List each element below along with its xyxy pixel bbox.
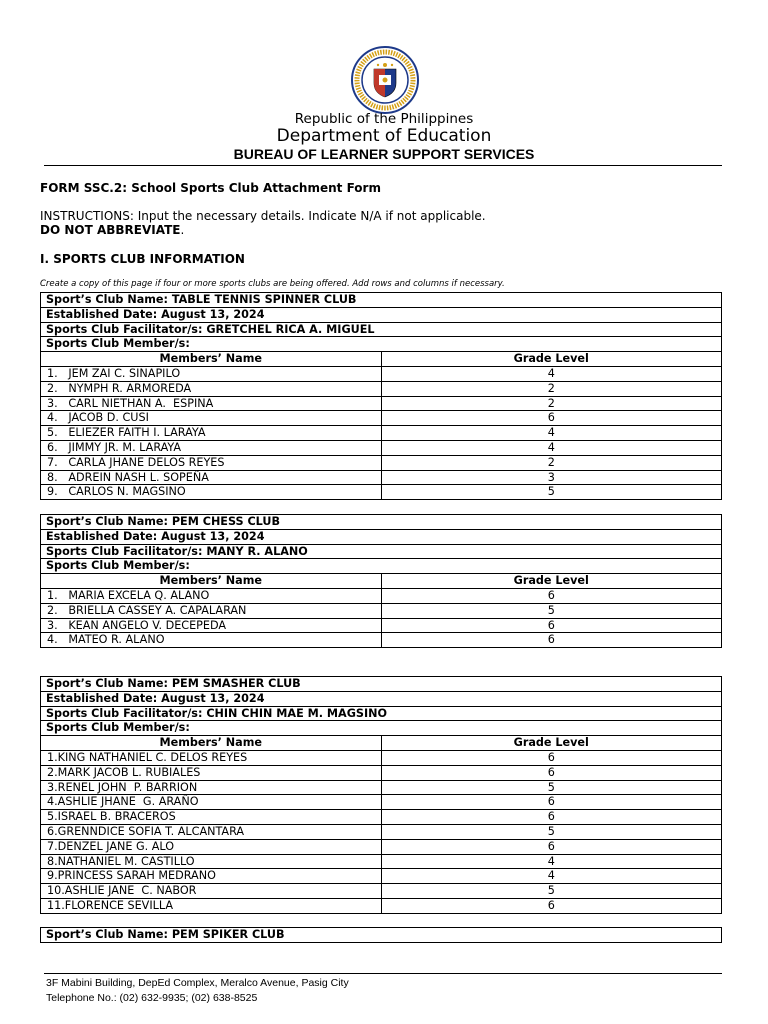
- member-name: 2. BRIELLA CASSEY A. CAPALARAN: [41, 603, 382, 618]
- member-name: 3. KEAN ANGELO V. DECEPEDA: [41, 618, 382, 633]
- established-date-row: [41, 691, 722, 706]
- member-name: 8. ADREIN NASH L. SOPEÑA: [41, 470, 382, 485]
- established-date: Established Date: August 13, 2024: [41, 307, 722, 322]
- member-grade: 3: [381, 470, 722, 485]
- member-name: 9. CARLOS N. MAGSINO: [41, 485, 382, 500]
- member-row: [41, 411, 722, 426]
- deped-seal: [350, 45, 420, 115]
- members-header-row: [41, 574, 722, 589]
- member-grade: 6: [381, 588, 722, 603]
- members-label-row: [41, 337, 722, 352]
- footer-address: 3F Mabini Building, DepEd Complex, Meralco Avenue, Pasig City: [46, 977, 349, 989]
- member-row: [41, 381, 722, 396]
- club-name: Sport’s Club Name: TABLE TENNIS SPINNER CLUB: [41, 293, 722, 308]
- member-row: [41, 824, 722, 839]
- member-name: 1.KING NATHANIEL C. DELOS REYES: [41, 750, 382, 765]
- column-header-grade: Grade Level: [381, 352, 722, 367]
- member-name: 4. JACOB D. CUSI: [41, 411, 382, 426]
- member-row: [41, 455, 722, 470]
- footer-telephone: Telephone No.: (02) 632-9935; (02) 638-8525: [46, 992, 258, 1004]
- member-row: [41, 765, 722, 780]
- column-header-name: Members’ Name: [41, 574, 382, 589]
- member-grade: 6: [381, 633, 722, 648]
- club-table-table-tennis: [40, 292, 722, 500]
- member-row: [41, 810, 722, 825]
- member-name: 10.ASHLIE JANE C. NABOR: [41, 884, 382, 899]
- club-name: Sport’s Club Name: PEM SMASHER CLUB: [41, 677, 722, 692]
- member-name: 9.PRINCESS SARAH MEDRANO: [41, 869, 382, 884]
- member-grade: 5: [381, 884, 722, 899]
- member-row: [41, 366, 722, 381]
- member-row: [41, 884, 722, 899]
- section-heading: I. SPORTS CLUB INFORMATION: [40, 252, 245, 266]
- members-header-row: [41, 736, 722, 751]
- header-divider: [44, 165, 722, 166]
- member-grade: 5: [381, 485, 722, 500]
- member-grade: 6: [381, 795, 722, 810]
- column-header-name: Members’ Name: [41, 736, 382, 751]
- do-not-abbreviate: [40, 223, 184, 237]
- member-grade: 4: [381, 854, 722, 869]
- instructions-text: INSTRUCTIONS: Input the necessary details. Indicate N/A if not applicable.: [40, 209, 486, 223]
- established-date: Established Date: August 13, 2024: [41, 529, 722, 544]
- club-name-row: [41, 677, 722, 692]
- established-date-row: [41, 307, 722, 322]
- member-row: [41, 440, 722, 455]
- member-row: [41, 485, 722, 500]
- members-label-row: [41, 559, 722, 574]
- form-title: FORM SSC.2: School Sports Club Attachment Form: [40, 181, 381, 195]
- club-name: Sport’s Club Name: PEM CHESS CLUB: [41, 515, 722, 530]
- members-header-row: [41, 352, 722, 367]
- member-grade: 6: [381, 750, 722, 765]
- member-grade: 2: [381, 455, 722, 470]
- member-name: 6.GRENNDICE SOFIA T. ALCANTARA: [41, 824, 382, 839]
- club-table-spiker: [40, 927, 722, 943]
- member-grade: 2: [381, 381, 722, 396]
- club-facilitator: Sports Club Facilitator/s: MANY R. ALANO: [41, 544, 722, 559]
- club-name-row: [41, 515, 722, 530]
- member-row: [41, 633, 722, 648]
- member-grade: 6: [381, 810, 722, 825]
- member-grade: 5: [381, 824, 722, 839]
- member-grade: 4: [381, 426, 722, 441]
- established-date-row: [41, 529, 722, 544]
- member-row: [41, 780, 722, 795]
- footer-divider: [44, 973, 722, 974]
- club-name: Sport’s Club Name: PEM SPIKER CLUB: [41, 928, 722, 943]
- member-name: 11.FLORENCE SEVILLA: [41, 898, 382, 913]
- members-label: Sports Club Member/s:: [41, 559, 722, 574]
- bureau-line: BUREAU OF LEARNER SUPPORT SERVICES: [233, 146, 535, 162]
- club-table-chess: [40, 514, 722, 648]
- member-row: [41, 426, 722, 441]
- member-name: 3.RENEL JOHN P. BARRION: [41, 780, 382, 795]
- member-name: 7.DENZEL JANE G. ALO: [41, 839, 382, 854]
- member-grade: 6: [381, 618, 722, 633]
- member-row: [41, 854, 722, 869]
- club-facilitator-row: [41, 322, 722, 337]
- member-grade: 5: [381, 780, 722, 795]
- member-row: [41, 898, 722, 913]
- member-row: [41, 588, 722, 603]
- column-header-grade: Grade Level: [381, 736, 722, 751]
- member-name: 3. CARL NIETHAN A. ESPINA: [41, 396, 382, 411]
- club-table-smasher: [40, 676, 722, 914]
- club-name-row: [41, 928, 722, 943]
- club-facilitator-row: [41, 706, 722, 721]
- member-grade: 6: [381, 411, 722, 426]
- members-label: Sports Club Member/s:: [41, 721, 722, 736]
- club-facilitator: Sports Club Facilitator/s: GRETCHEL RICA A. MIGUEL: [41, 322, 722, 337]
- member-name: 8.NATHANIEL M. CASTILLO: [41, 854, 382, 869]
- member-grade: 6: [381, 765, 722, 780]
- do-not-abbreviate-period: .: [180, 223, 185, 237]
- member-grade: 6: [381, 839, 722, 854]
- member-grade: 6: [381, 898, 722, 913]
- club-facilitator-row: [41, 544, 722, 559]
- member-name: 6. JIMMY JR. M. LARAYA: [41, 440, 382, 455]
- member-grade: 4: [381, 440, 722, 455]
- member-grade: 5: [381, 603, 722, 618]
- member-name: 4.ASHLIE JHANE G. ARAÑO: [41, 795, 382, 810]
- column-header-name: Members’ Name: [41, 352, 382, 367]
- member-row: [41, 618, 722, 633]
- member-row: [41, 750, 722, 765]
- member-row: [41, 869, 722, 884]
- club-name-row: [41, 293, 722, 308]
- republic-line: Republic of the Philippines: [294, 111, 474, 127]
- column-header-grade: Grade Level: [381, 574, 722, 589]
- member-row: [41, 396, 722, 411]
- department-line: Department of Education: [276, 126, 492, 146]
- member-grade: 4: [381, 366, 722, 381]
- copy-note: Create a copy of this page if four or more sports clubs are being offered. Add rows and columns if necessary.: [40, 279, 505, 289]
- members-label: Sports Club Member/s:: [41, 337, 722, 352]
- member-row: [41, 603, 722, 618]
- members-label-row: [41, 721, 722, 736]
- member-row: [41, 795, 722, 810]
- member-grade: 4: [381, 869, 722, 884]
- member-name: 1. JEM ZAI C. SINAPILO: [41, 366, 382, 381]
- member-name: 5.ISRAEL B. BRACEROS: [41, 810, 382, 825]
- do-not-abbreviate-strong: DO NOT ABBREVIATE: [40, 223, 181, 237]
- member-name: 2.MARK JACOB L. RUBIALES: [41, 765, 382, 780]
- member-row: [41, 839, 722, 854]
- member-name: 1. MARIA EXCELA Q. ALANO: [41, 588, 382, 603]
- established-date: Established Date: August 13, 2024: [41, 691, 722, 706]
- member-name: 5. ELIEZER FAITH I. LARAYA: [41, 426, 382, 441]
- member-grade: 2: [381, 396, 722, 411]
- member-name: 7. CARLA JHANE DELOS REYES: [41, 455, 382, 470]
- member-name: 4. MATEO R. ALANO: [41, 633, 382, 648]
- member-name: 2. NYMPH R. ARMOREDA: [41, 381, 382, 396]
- member-row: [41, 470, 722, 485]
- club-facilitator: Sports Club Facilitator/s: CHIN CHIN MAE M. MAGSINO: [41, 706, 722, 721]
